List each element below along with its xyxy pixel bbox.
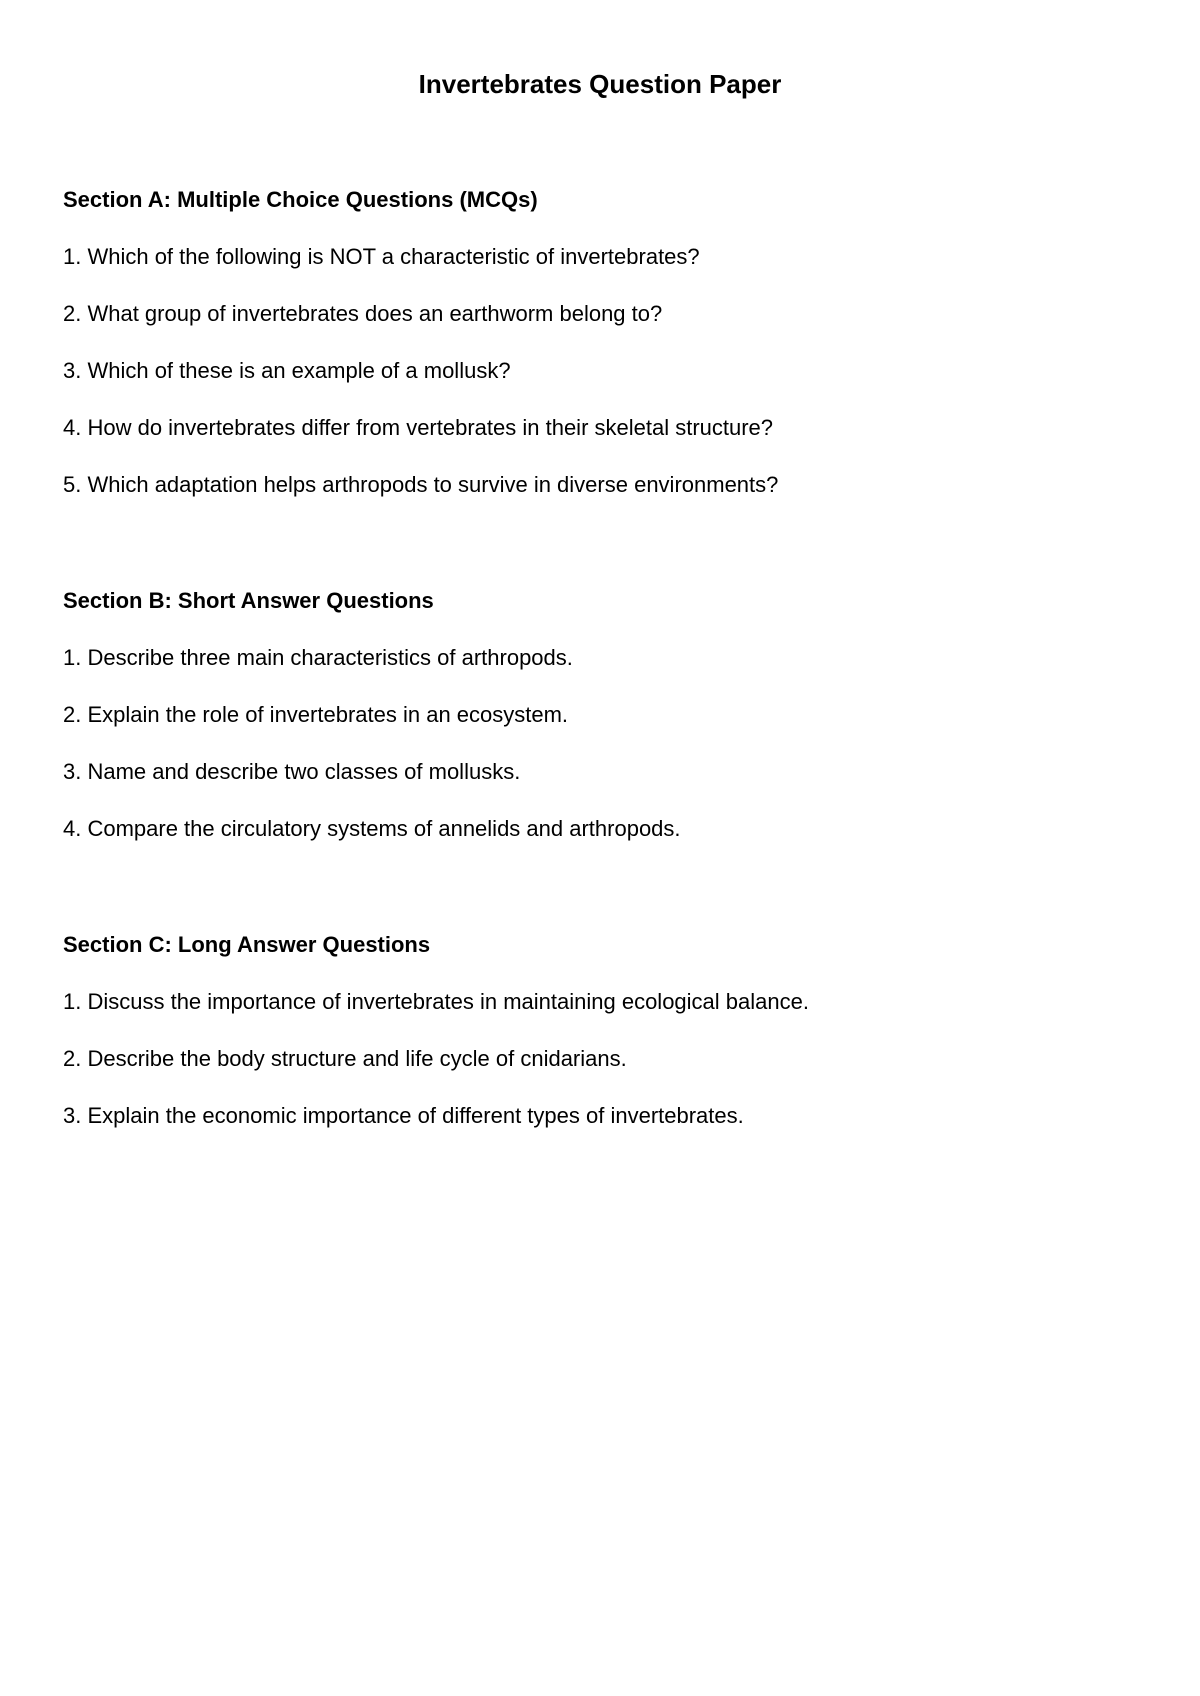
question-item: 5. Which adaptation helps arthropods to survive in diverse environments? xyxy=(63,472,779,497)
section-heading: Section C: Long Answer Questions xyxy=(63,932,431,957)
section-heading: Section A: Multiple Choice Questions (MCQs) xyxy=(63,187,538,212)
document-title: Invertebrates Question Paper xyxy=(418,69,782,99)
question-item: 4. Compare the circulatory systems of annelids and arthropods. xyxy=(63,816,681,841)
question-item: 2. What group of invertebrates does an earthworm belong to? xyxy=(63,301,663,326)
section-a xyxy=(63,185,1143,527)
question-item: 3. Explain the economic importance of different types of invertebrates. xyxy=(63,1103,744,1128)
section-heading: Section B: Short Answer Questions xyxy=(63,588,434,613)
section-c xyxy=(63,930,1143,1158)
question-item: 3. Name and describe two classes of mollusks. xyxy=(63,759,521,784)
section-b xyxy=(63,586,1143,871)
question-item: 1. Describe three main characteristics of arthropods. xyxy=(63,645,573,670)
question-item: 3. Which of these is an example of a mollusk? xyxy=(63,358,511,383)
question-item: 2. Explain the role of invertebrates in an ecosystem. xyxy=(63,702,569,727)
question-item: 1. Discuss the importance of invertebrates in maintaining ecological balance. xyxy=(63,989,809,1014)
question-item: 2. Describe the body structure and life cycle of cnidarians. xyxy=(63,1046,627,1071)
question-item: 1. Which of the following is NOT a characteristic of invertebrates? xyxy=(63,244,700,269)
question-item: 4. How do invertebrates differ from vertebrates in their skeletal structure? xyxy=(63,415,774,440)
